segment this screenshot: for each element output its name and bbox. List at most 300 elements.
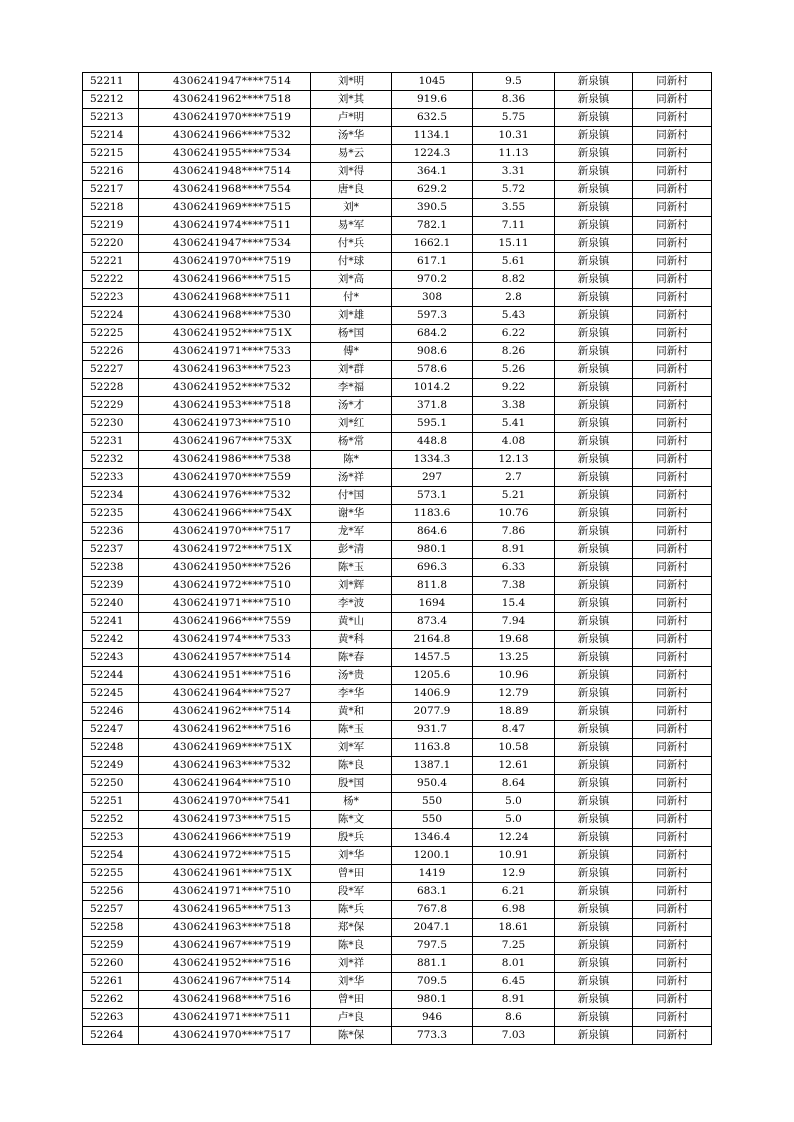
person-name-cell: 刘*明: [311, 73, 392, 91]
amount-cell: 632.5: [392, 109, 473, 127]
amount-cell: 1205.6: [392, 667, 473, 685]
id-card-number-cell: 4306241970****7519: [139, 253, 311, 271]
town-name-cell: 新泉镇: [555, 721, 633, 739]
area-value-cell: 2.7: [473, 469, 555, 487]
table-row: [83, 415, 712, 433]
town-name-cell: 新泉镇: [555, 1009, 633, 1027]
town-name-cell: 新泉镇: [555, 685, 633, 703]
person-name-cell: 唐*良: [311, 181, 392, 199]
area-value-cell: 9.5: [473, 73, 555, 91]
area-value-cell: 8.01: [473, 955, 555, 973]
id-card-number-cell: 4306241961****751X: [139, 865, 311, 883]
village-name-cell: 同新村: [633, 181, 712, 199]
village-name-cell: 同新村: [633, 937, 712, 955]
record-id-cell: 52253: [83, 829, 139, 847]
town-name-cell: 新泉镇: [555, 937, 633, 955]
village-name-cell: 同新村: [633, 955, 712, 973]
village-name-cell: 同新村: [633, 991, 712, 1009]
record-id-cell: 52228: [83, 379, 139, 397]
record-id-cell: 52258: [83, 919, 139, 937]
id-card-number-cell: 4306241967****753X: [139, 433, 311, 451]
id-card-number-cell: 4306241971****7511: [139, 1009, 311, 1027]
id-card-number-cell: 4306241971****7510: [139, 883, 311, 901]
town-name-cell: 新泉镇: [555, 217, 633, 235]
id-card-number-cell: 4306241974****7511: [139, 217, 311, 235]
table-row: [83, 703, 712, 721]
town-name-cell: 新泉镇: [555, 505, 633, 523]
amount-cell: 980.1: [392, 991, 473, 1009]
person-name-cell: 易*军: [311, 217, 392, 235]
village-name-cell: 同新村: [633, 163, 712, 181]
village-name-cell: 同新村: [633, 757, 712, 775]
village-name-cell: 同新村: [633, 793, 712, 811]
town-name-cell: 新泉镇: [555, 631, 633, 649]
amount-cell: 448.8: [392, 433, 473, 451]
person-name-cell: 龙*军: [311, 523, 392, 541]
id-card-number-cell: 4306241966****7519: [139, 829, 311, 847]
town-name-cell: 新泉镇: [555, 775, 633, 793]
id-card-number-cell: 4306241963****7523: [139, 361, 311, 379]
person-name-cell: 李*华: [311, 685, 392, 703]
area-value-cell: 4.08: [473, 433, 555, 451]
record-id-cell: 52223: [83, 289, 139, 307]
id-card-number-cell: 4306241970****7541: [139, 793, 311, 811]
amount-cell: 683.1: [392, 883, 473, 901]
amount-cell: 980.1: [392, 541, 473, 559]
person-name-cell: 陈*文: [311, 811, 392, 829]
person-name-cell: 李*福: [311, 379, 392, 397]
area-value-cell: 10.91: [473, 847, 555, 865]
person-name-cell: 彭*清: [311, 541, 392, 559]
area-value-cell: 5.0: [473, 793, 555, 811]
area-value-cell: 6.98: [473, 901, 555, 919]
amount-cell: 684.2: [392, 325, 473, 343]
record-id-cell: 52255: [83, 865, 139, 883]
person-name-cell: 卢*明: [311, 109, 392, 127]
amount-cell: 919.6: [392, 91, 473, 109]
area-value-cell: 7.11: [473, 217, 555, 235]
record-id-cell: 52226: [83, 343, 139, 361]
person-name-cell: 陈*保: [311, 1027, 392, 1045]
person-name-cell: 曾*田: [311, 991, 392, 1009]
town-name-cell: 新泉镇: [555, 865, 633, 883]
amount-cell: 597.3: [392, 307, 473, 325]
person-name-cell: 陈*玉: [311, 721, 392, 739]
amount-cell: 946: [392, 1009, 473, 1027]
record-id-cell: 52261: [83, 973, 139, 991]
area-value-cell: 11.13: [473, 145, 555, 163]
town-name-cell: 新泉镇: [555, 469, 633, 487]
amount-cell: 1163.8: [392, 739, 473, 757]
village-name-cell: 同新村: [633, 649, 712, 667]
person-name-cell: 刘*雄: [311, 307, 392, 325]
table-row: [83, 1009, 712, 1027]
id-card-number-cell: 4306241966****754X: [139, 505, 311, 523]
id-card-number-cell: 4306241969****7515: [139, 199, 311, 217]
person-name-cell: 付*国: [311, 487, 392, 505]
person-name-cell: 刘*红: [311, 415, 392, 433]
id-card-number-cell: 4306241974****7533: [139, 631, 311, 649]
amount-cell: 950.4: [392, 775, 473, 793]
town-name-cell: 新泉镇: [555, 919, 633, 937]
table-row: [83, 73, 712, 91]
village-name-cell: 同新村: [633, 325, 712, 343]
person-name-cell: 付*球: [311, 253, 392, 271]
id-card-number-cell: 4306241970****7517: [139, 523, 311, 541]
town-name-cell: 新泉镇: [555, 577, 633, 595]
person-name-cell: 刘*: [311, 199, 392, 217]
village-name-cell: 同新村: [633, 775, 712, 793]
record-id-cell: 52235: [83, 505, 139, 523]
village-name-cell: 同新村: [633, 883, 712, 901]
id-card-number-cell: 4306241970****7559: [139, 469, 311, 487]
table-row: [83, 667, 712, 685]
amount-cell: 1694: [392, 595, 473, 613]
table-row: [83, 865, 712, 883]
area-value-cell: 10.31: [473, 127, 555, 145]
record-id-cell: 52217: [83, 181, 139, 199]
area-value-cell: 7.03: [473, 1027, 555, 1045]
area-value-cell: 8.82: [473, 271, 555, 289]
amount-cell: 1183.6: [392, 505, 473, 523]
area-value-cell: 6.45: [473, 973, 555, 991]
id-card-number-cell: 4306241947****7514: [139, 73, 311, 91]
person-name-cell: 汤*祥: [311, 469, 392, 487]
town-name-cell: 新泉镇: [555, 793, 633, 811]
village-name-cell: 同新村: [633, 307, 712, 325]
person-name-cell: 刘*华: [311, 973, 392, 991]
table-row: [83, 631, 712, 649]
table-row: [83, 217, 712, 235]
id-card-number-cell: 4306241952****7532: [139, 379, 311, 397]
town-name-cell: 新泉镇: [555, 883, 633, 901]
table-row: [83, 433, 712, 451]
amount-cell: 1224.3: [392, 145, 473, 163]
person-name-cell: 陈*: [311, 451, 392, 469]
record-id-cell: 52211: [83, 73, 139, 91]
table-row: [83, 739, 712, 757]
village-name-cell: 同新村: [633, 505, 712, 523]
town-name-cell: 新泉镇: [555, 91, 633, 109]
town-name-cell: 新泉镇: [555, 613, 633, 631]
area-value-cell: 5.43: [473, 307, 555, 325]
village-name-cell: 同新村: [633, 811, 712, 829]
amount-cell: 1045: [392, 73, 473, 91]
village-name-cell: 同新村: [633, 541, 712, 559]
town-name-cell: 新泉镇: [555, 487, 633, 505]
village-name-cell: 同新村: [633, 685, 712, 703]
table-row: [83, 199, 712, 217]
person-name-cell: 汤*贵: [311, 667, 392, 685]
records-table: [82, 72, 712, 1045]
id-card-number-cell: 4306241962****7516: [139, 721, 311, 739]
record-id-cell: 52254: [83, 847, 139, 865]
area-value-cell: 5.75: [473, 109, 555, 127]
person-name-cell: 杨*国: [311, 325, 392, 343]
id-card-number-cell: 4306241973****7510: [139, 415, 311, 433]
area-value-cell: 19.68: [473, 631, 555, 649]
record-id-cell: 52257: [83, 901, 139, 919]
record-id-cell: 52229: [83, 397, 139, 415]
id-card-number-cell: 4306241970****7519: [139, 109, 311, 127]
id-card-number-cell: 4306241976****7532: [139, 487, 311, 505]
village-name-cell: 同新村: [633, 631, 712, 649]
village-name-cell: 同新村: [633, 415, 712, 433]
area-value-cell: 18.89: [473, 703, 555, 721]
town-name-cell: 新泉镇: [555, 811, 633, 829]
record-id-cell: 52248: [83, 739, 139, 757]
id-card-number-cell: 4306241948****7514: [139, 163, 311, 181]
person-name-cell: 汤*才: [311, 397, 392, 415]
id-card-number-cell: 4306241962****7514: [139, 703, 311, 721]
amount-cell: 1346.4: [392, 829, 473, 847]
record-id-cell: 52246: [83, 703, 139, 721]
person-name-cell: 付*: [311, 289, 392, 307]
village-name-cell: 同新村: [633, 919, 712, 937]
village-name-cell: 同新村: [633, 829, 712, 847]
table-row: [83, 109, 712, 127]
record-id-cell: 52256: [83, 883, 139, 901]
table-row: [83, 883, 712, 901]
amount-cell: 767.8: [392, 901, 473, 919]
id-card-number-cell: 4306241971****7510: [139, 595, 311, 613]
amount-cell: 2047.1: [392, 919, 473, 937]
record-id-cell: 52214: [83, 127, 139, 145]
village-name-cell: 同新村: [633, 901, 712, 919]
id-card-number-cell: 4306241972****7515: [139, 847, 311, 865]
id-card-number-cell: 4306241973****7515: [139, 811, 311, 829]
table-row: [83, 919, 712, 937]
table-row: [83, 541, 712, 559]
table-row: [83, 649, 712, 667]
id-card-number-cell: 4306241963****7518: [139, 919, 311, 937]
id-card-number-cell: 4306241950****7526: [139, 559, 311, 577]
table-row: [83, 577, 712, 595]
table-row: [83, 451, 712, 469]
amount-cell: 629.2: [392, 181, 473, 199]
person-name-cell: 刘*辉: [311, 577, 392, 595]
area-value-cell: 8.6: [473, 1009, 555, 1027]
town-name-cell: 新泉镇: [555, 253, 633, 271]
town-name-cell: 新泉镇: [555, 559, 633, 577]
village-name-cell: 同新村: [633, 235, 712, 253]
table-row: [83, 829, 712, 847]
person-name-cell: 黄*山: [311, 613, 392, 631]
village-name-cell: 同新村: [633, 667, 712, 685]
area-value-cell: 5.72: [473, 181, 555, 199]
amount-cell: 709.5: [392, 973, 473, 991]
table-row: [83, 397, 712, 415]
amount-cell: 371.8: [392, 397, 473, 415]
id-card-number-cell: 4306241964****7510: [139, 775, 311, 793]
table-row: [83, 1027, 712, 1045]
id-card-number-cell: 4306241955****7534: [139, 145, 311, 163]
person-name-cell: 陈*良: [311, 937, 392, 955]
record-id-cell: 52262: [83, 991, 139, 1009]
table-row: [83, 901, 712, 919]
table-row: [83, 91, 712, 109]
area-value-cell: 12.61: [473, 757, 555, 775]
amount-cell: 364.1: [392, 163, 473, 181]
village-name-cell: 同新村: [633, 1009, 712, 1027]
record-id-cell: 52233: [83, 469, 139, 487]
village-name-cell: 同新村: [633, 487, 712, 505]
table-row: [83, 847, 712, 865]
amount-cell: 595.1: [392, 415, 473, 433]
id-card-number-cell: 4306241962****7518: [139, 91, 311, 109]
village-name-cell: 同新村: [633, 577, 712, 595]
town-name-cell: 新泉镇: [555, 235, 633, 253]
town-name-cell: 新泉镇: [555, 739, 633, 757]
village-name-cell: 同新村: [633, 289, 712, 307]
village-name-cell: 同新村: [633, 73, 712, 91]
table-row: [83, 379, 712, 397]
village-name-cell: 同新村: [633, 739, 712, 757]
town-name-cell: 新泉镇: [555, 127, 633, 145]
area-value-cell: 5.0: [473, 811, 555, 829]
record-id-cell: 52219: [83, 217, 139, 235]
town-name-cell: 新泉镇: [555, 181, 633, 199]
record-id-cell: 52238: [83, 559, 139, 577]
person-name-cell: 黄*和: [311, 703, 392, 721]
person-name-cell: 殷*兵: [311, 829, 392, 847]
area-value-cell: 18.61: [473, 919, 555, 937]
area-value-cell: 7.25: [473, 937, 555, 955]
village-name-cell: 同新村: [633, 271, 712, 289]
town-name-cell: 新泉镇: [555, 271, 633, 289]
record-id-cell: 52232: [83, 451, 139, 469]
area-value-cell: 7.86: [473, 523, 555, 541]
amount-cell: 908.6: [392, 343, 473, 361]
record-id-cell: 52259: [83, 937, 139, 955]
village-name-cell: 同新村: [633, 865, 712, 883]
record-id-cell: 52222: [83, 271, 139, 289]
village-name-cell: 同新村: [633, 469, 712, 487]
id-card-number-cell: 4306241971****7533: [139, 343, 311, 361]
record-id-cell: 52240: [83, 595, 139, 613]
table-row: [83, 685, 712, 703]
area-value-cell: 12.24: [473, 829, 555, 847]
person-name-cell: 刘*群: [311, 361, 392, 379]
town-name-cell: 新泉镇: [555, 1027, 633, 1045]
amount-cell: 1134.1: [392, 127, 473, 145]
person-name-cell: 易*云: [311, 145, 392, 163]
area-value-cell: 6.22: [473, 325, 555, 343]
amount-cell: 2077.9: [392, 703, 473, 721]
town-name-cell: 新泉镇: [555, 595, 633, 613]
records-table-body: [83, 73, 712, 1045]
table-row: [83, 955, 712, 973]
table-row: [83, 181, 712, 199]
village-name-cell: 同新村: [633, 379, 712, 397]
person-name-cell: 卢*良: [311, 1009, 392, 1027]
id-card-number-cell: 4306241951****7516: [139, 667, 311, 685]
village-name-cell: 同新村: [633, 91, 712, 109]
person-name-cell: 刘*华: [311, 847, 392, 865]
person-name-cell: 陈*兵: [311, 901, 392, 919]
id-card-number-cell: 4306241969****751X: [139, 739, 311, 757]
record-id-cell: 52218: [83, 199, 139, 217]
town-name-cell: 新泉镇: [555, 307, 633, 325]
table-row: [83, 937, 712, 955]
area-value-cell: 12.13: [473, 451, 555, 469]
table-row: [83, 289, 712, 307]
area-value-cell: 8.91: [473, 541, 555, 559]
amount-cell: 881.1: [392, 955, 473, 973]
id-card-number-cell: 4306241947****7534: [139, 235, 311, 253]
id-card-number-cell: 4306241972****751X: [139, 541, 311, 559]
town-name-cell: 新泉镇: [555, 991, 633, 1009]
area-value-cell: 15.11: [473, 235, 555, 253]
amount-cell: 1419: [392, 865, 473, 883]
amount-cell: 1387.1: [392, 757, 473, 775]
amount-cell: 1334.3: [392, 451, 473, 469]
record-id-cell: 52241: [83, 613, 139, 631]
record-id-cell: 52244: [83, 667, 139, 685]
person-name-cell: 殷*国: [311, 775, 392, 793]
table-row: [83, 559, 712, 577]
amount-cell: 617.1: [392, 253, 473, 271]
id-card-number-cell: 4306241970****7517: [139, 1027, 311, 1045]
person-name-cell: 谢*华: [311, 505, 392, 523]
id-card-number-cell: 4306241963****7532: [139, 757, 311, 775]
amount-cell: 773.3: [392, 1027, 473, 1045]
town-name-cell: 新泉镇: [555, 901, 633, 919]
table-row: [83, 343, 712, 361]
record-id-cell: 52249: [83, 757, 139, 775]
record-id-cell: 52230: [83, 415, 139, 433]
area-value-cell: 9.22: [473, 379, 555, 397]
town-name-cell: 新泉镇: [555, 523, 633, 541]
record-id-cell: 52224: [83, 307, 139, 325]
town-name-cell: 新泉镇: [555, 343, 633, 361]
town-name-cell: 新泉镇: [555, 415, 633, 433]
record-id-cell: 52234: [83, 487, 139, 505]
village-name-cell: 同新村: [633, 613, 712, 631]
table-row: [83, 793, 712, 811]
record-id-cell: 52227: [83, 361, 139, 379]
record-id-cell: 52251: [83, 793, 139, 811]
id-card-number-cell: 4306241965****7513: [139, 901, 311, 919]
table-row: [83, 469, 712, 487]
table-row: [83, 235, 712, 253]
person-name-cell: 杨*常: [311, 433, 392, 451]
record-id-cell: 52239: [83, 577, 139, 595]
table-row: [83, 487, 712, 505]
table-row: [83, 523, 712, 541]
id-card-number-cell: 4306241952****7516: [139, 955, 311, 973]
record-id-cell: 52247: [83, 721, 139, 739]
village-name-cell: 同新村: [633, 847, 712, 865]
id-card-number-cell: 4306241986****7538: [139, 451, 311, 469]
village-name-cell: 同新村: [633, 253, 712, 271]
town-name-cell: 新泉镇: [555, 847, 633, 865]
village-name-cell: 同新村: [633, 397, 712, 415]
village-name-cell: 同新村: [633, 127, 712, 145]
table-row: [83, 145, 712, 163]
amount-cell: 550: [392, 811, 473, 829]
town-name-cell: 新泉镇: [555, 829, 633, 847]
area-value-cell: 5.41: [473, 415, 555, 433]
town-name-cell: 新泉镇: [555, 667, 633, 685]
area-value-cell: 8.26: [473, 343, 555, 361]
area-value-cell: 6.21: [473, 883, 555, 901]
area-value-cell: 3.31: [473, 163, 555, 181]
record-id-cell: 52250: [83, 775, 139, 793]
village-name-cell: 同新村: [633, 721, 712, 739]
person-name-cell: 段*军: [311, 883, 392, 901]
area-value-cell: 3.38: [473, 397, 555, 415]
